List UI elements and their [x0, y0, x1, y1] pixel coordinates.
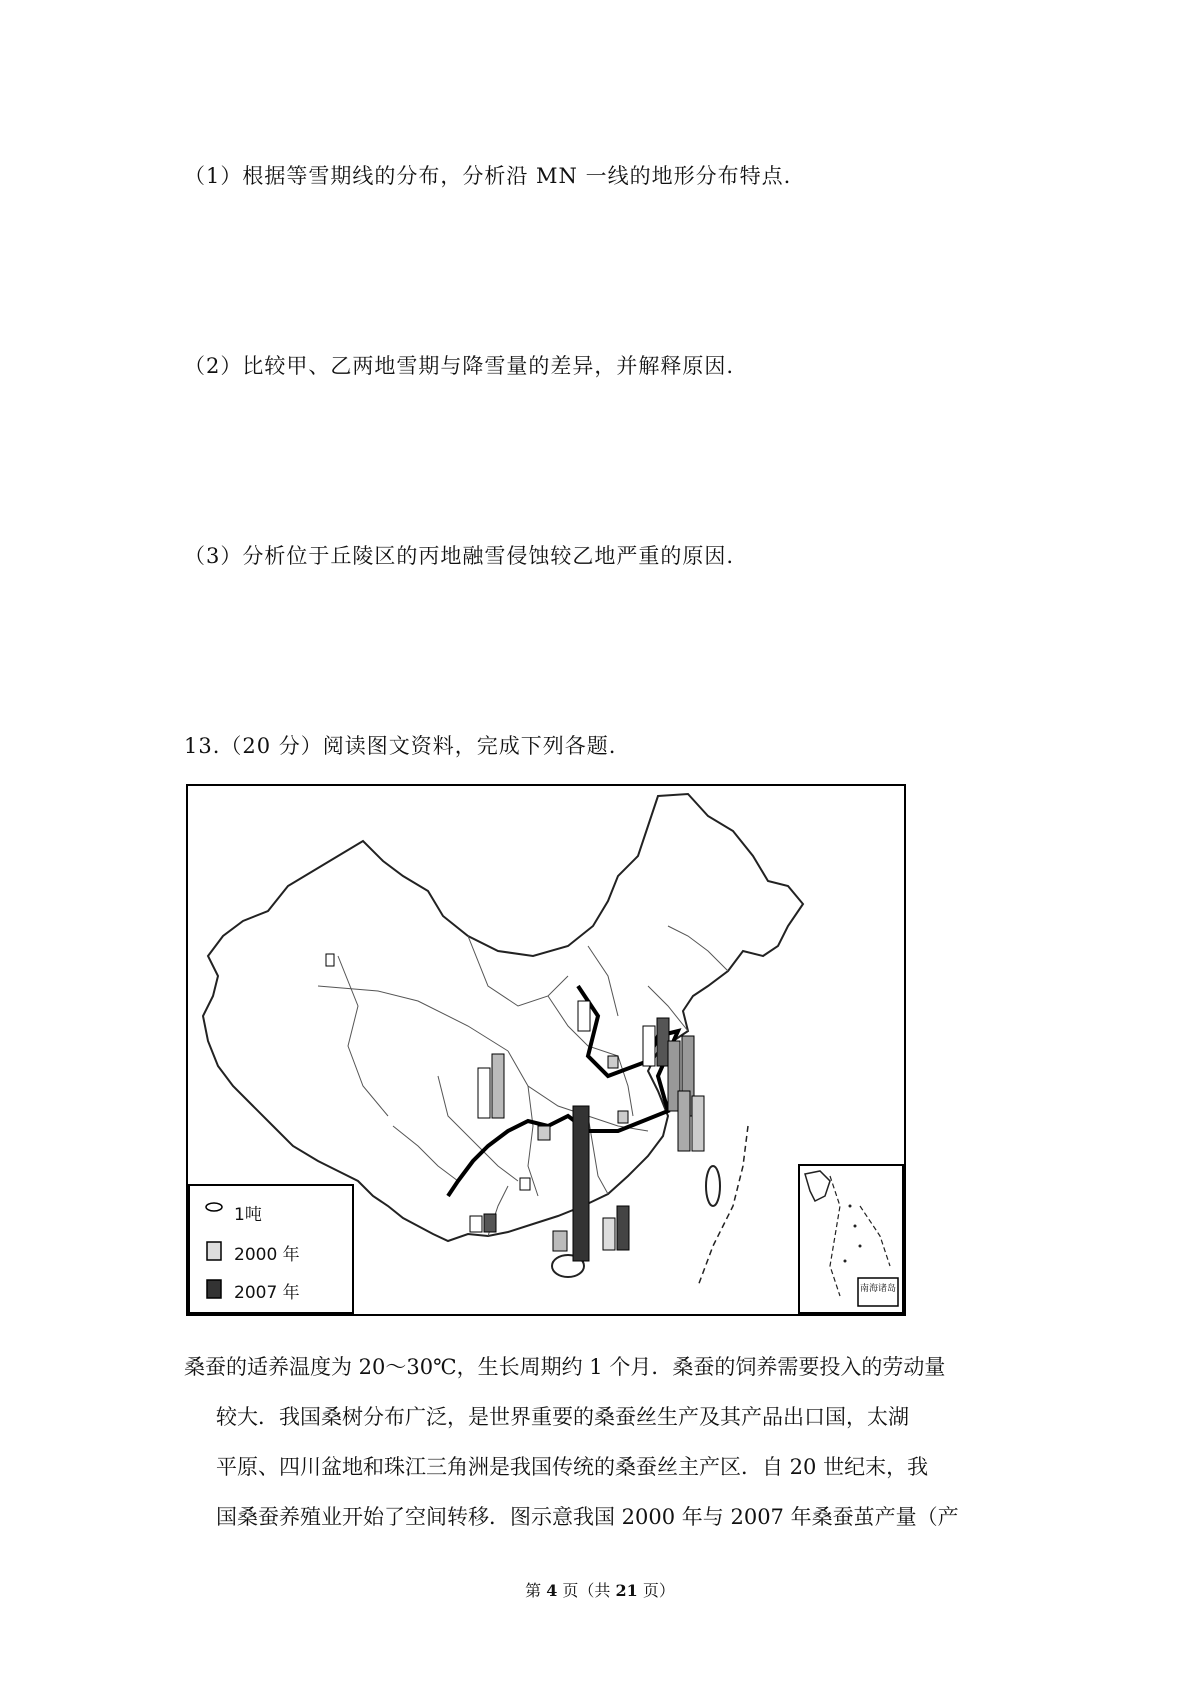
- footer-page-number: 4: [546, 1581, 558, 1600]
- legend-2000: 2000 年: [204, 1240, 300, 1264]
- passage-line-2: 较大．我国桑树分布广泛，是世界重要的桑蚕丝生产及其产品出口国，太湖: [216, 1405, 909, 1429]
- taiwan-island: [706, 1166, 720, 1206]
- legend-2007: 2007 年: [204, 1278, 300, 1302]
- china-silkworm-map-figure: [186, 784, 906, 1316]
- legend-2000-stack-icon: [204, 1240, 224, 1262]
- stack-yunnan: [470, 1216, 482, 1232]
- stack-sichuan-2000b: [492, 1054, 504, 1118]
- passage-line-3: 平原、四川盆地和珠江三角洲是我国传统的桑蚕丝主产区．自 20 世纪末，我: [216, 1455, 929, 1479]
- stack-henan: [608, 1056, 618, 1068]
- stack-sichuan-2000: [478, 1068, 490, 1118]
- sea-boundary: [698, 1126, 748, 1286]
- stack-xinjiang-2000: [326, 954, 334, 966]
- stack-guangdong-2007: [617, 1206, 629, 1250]
- passage-line-1: 桑蚕的适养温度为 20～30℃，生长周期约 1 个月．桑蚕的饲养需要投入的劳动量: [184, 1355, 946, 1379]
- china-outline: [203, 794, 803, 1241]
- page-footer: [0, 1578, 1200, 1601]
- production-stacks: [326, 954, 704, 1261]
- stack-guangxi-2000: [553, 1231, 567, 1251]
- question-1: （1）根据等雪期线的分布，分析沿 MN 一线的地形分布特点.: [184, 164, 792, 188]
- inset-label: 南海诸岛: [860, 1284, 897, 1294]
- footer-prefix: 第: [525, 1581, 547, 1600]
- legend-disc-icon: [204, 1200, 224, 1214]
- legend-one-ton: 1吨: [204, 1200, 262, 1224]
- passage-line-4: 国桑蚕养殖业开始了空间转移．图示意我国 2000 年与 2007 年桑蚕茧产量（产: [216, 1505, 959, 1529]
- stack-shaanxi: [578, 1001, 590, 1031]
- stack-zhejiang-2000: [678, 1091, 690, 1151]
- footer-total-pages: 21: [615, 1581, 638, 1600]
- passage-paragraph: [184, 1342, 1034, 1542]
- stack-guizhou: [520, 1178, 530, 1190]
- legend-2007-stack-icon: [204, 1278, 224, 1300]
- footer-suffix: 页）: [637, 1581, 675, 1600]
- question-3: （3）分析位于丘陵区的丙地融雪侵蚀较乙地严重的原因.: [184, 544, 735, 568]
- south-china-sea-inset: [798, 1164, 904, 1314]
- stack-chongqing: [538, 1126, 550, 1140]
- stack-zhejiang-2007: [692, 1096, 704, 1151]
- map-legend: [188, 1184, 354, 1314]
- footer-mid: 页（共: [557, 1581, 616, 1600]
- stack-guangxi-2007: [573, 1106, 589, 1261]
- stack-yunnan-2007: [484, 1214, 496, 1232]
- stack-shandong-2000: [643, 1026, 655, 1066]
- question-2: （2）比较甲、乙两地雪期与降雪量的差异，并解释原因.: [184, 354, 735, 378]
- stack-hubei: [618, 1111, 628, 1123]
- stack-shandong-2007: [657, 1018, 669, 1066]
- question-13: 13.（20 分）阅读图文资料，完成下列各题.: [184, 734, 617, 758]
- stack-guangdong-2000: [603, 1218, 615, 1250]
